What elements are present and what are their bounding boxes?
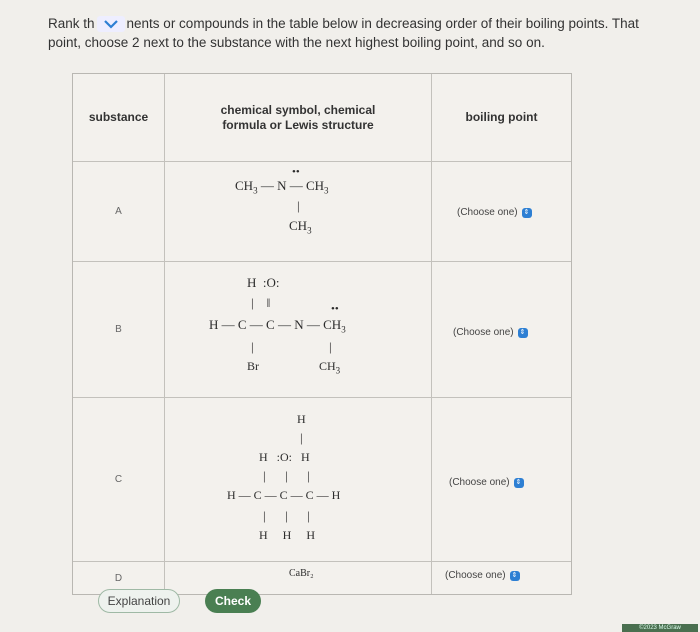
select-arrow-icon: ⇕ xyxy=(518,328,528,338)
row-a-select[interactable] xyxy=(457,207,532,218)
row-d-select[interactable] xyxy=(445,570,520,581)
select-arrow-icon: ⇕ xyxy=(514,478,524,488)
row-a-label: A xyxy=(73,162,165,262)
lewis-structure-a: •• $CH_3$ — N — $CH_3$ | $CH_3$ xyxy=(235,166,329,236)
check-button[interactable]: Check xyxy=(205,589,261,613)
instructions-line2: point, choose 2 next to the substance with the next highest boiling point, and so on. xyxy=(48,35,545,50)
row-a-select-label: (Choose one) xyxy=(457,207,518,218)
lewis-structure-c: H | H :O: H | | | H — C — C — C — H | | | H H H xyxy=(227,412,341,542)
chevron-down-icon[interactable] xyxy=(97,16,125,32)
header-substance: substance xyxy=(73,74,165,162)
formula-d: CaBr₂ xyxy=(289,568,314,579)
row-c-select[interactable] xyxy=(449,477,524,488)
instructions-part1: Rank th xyxy=(48,16,95,31)
instructions-part2: nents or compounds in the table below in decreasing order of their boiling points. That xyxy=(126,16,639,31)
row-b-select-label: (Choose one) xyxy=(453,327,514,338)
row-b-label: B xyxy=(73,262,165,398)
row-c-select-label: (Choose one) xyxy=(449,477,510,488)
ranking-table xyxy=(72,73,572,595)
explanation-button[interactable]: Explanation xyxy=(98,589,180,613)
copyright-text: ©2023 McGraw xyxy=(622,624,698,632)
row-c-label: C xyxy=(73,398,165,562)
row-d-label: D xyxy=(73,562,165,594)
lewis-structure-b: H :O: | ‖ •• H — C — C — N — $CH_3$ | | Br $CH_3$ xyxy=(209,275,346,376)
instructions xyxy=(48,14,698,52)
header-formula: chemical symbol, chemical formula or Lewis structure xyxy=(165,74,432,162)
select-arrow-icon: ⇕ xyxy=(522,208,532,218)
select-arrow-icon: ⇕ xyxy=(510,571,520,581)
row-d-select-label: (Choose one) xyxy=(445,570,506,581)
header-boiling-point: boiling point xyxy=(432,74,571,162)
row-b-select[interactable] xyxy=(453,327,528,338)
